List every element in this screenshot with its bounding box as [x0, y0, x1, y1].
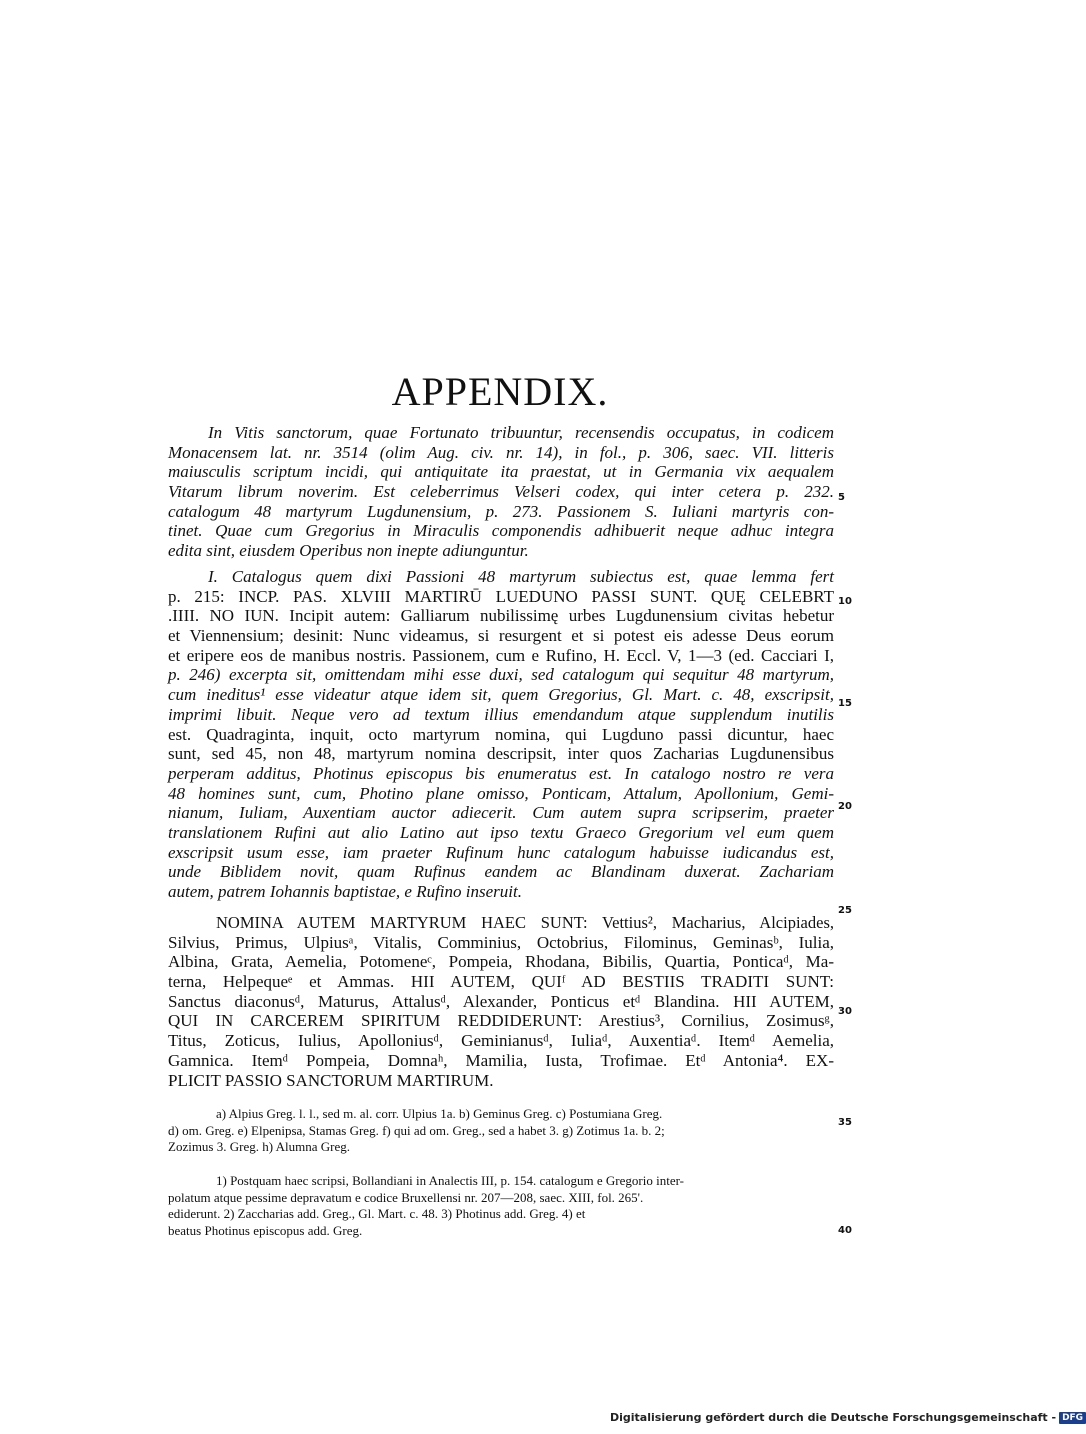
- intro-paragraph: [168, 423, 834, 561]
- names-line: PLICIT PASSIO SANCTORUM MARTIRUM.: [168, 1070, 494, 1090]
- section-line: I. Catalogus quem dixi Passioni 48 martyrum subiectus est, quae lemma fert: [208, 567, 834, 586]
- footnotes: [168, 1173, 834, 1239]
- margin-line-number: 15: [838, 698, 852, 709]
- section-line: et eripere eos de manibus nostris. Passionem, cum e Rufino, H. Eccl. V, 1—3 (ed. Cacciari I,: [168, 645, 834, 665]
- credit-text: Digitalisierung gefördert durch die Deutsche Forschungsgemeinschaft -: [610, 1411, 1057, 1424]
- digitization-credit: [610, 1411, 1086, 1424]
- names-line: terna, Helpequeᵉ et Ammas. HII AUTEM, QUIᶠ AD BESTIIS TRADITI SUNT:: [168, 972, 834, 992]
- names-line: Sanctus diaconusᵈ, Maturus, Attalusᵈ, Alexander, Ponticus etᵈ Blandina. HII AUTEM,: [168, 991, 834, 1011]
- section-line: perperam additus, Photinus episcopus bis enumeratus est. In catalogo nostro re vera: [168, 763, 834, 783]
- footnote-line: polatum atque pessime depravatum e codice Bruxellensi nr. 207—208, saec. XIII, fol. 265'.: [168, 1189, 644, 1205]
- intro-line: Monacensem lat. nr. 3514 (olim Aug. civ. nr. 14), in fol., p. 306, saec. VII. litteris: [168, 442, 834, 462]
- section-line: nianum, Iuliam, Auxentiam auctor adiecerit. Cum autem supra scripserim, praeter: [168, 803, 834, 823]
- names-line: Gamnica. Itemᵈ Pompeia, Domnaʰ, Mamilia, Iusta, Trofimae. Etᵈ Antonia⁴. EX-: [168, 1050, 834, 1070]
- variant-notes: [168, 1106, 834, 1156]
- margin-line-number: 30: [838, 1006, 852, 1017]
- section-line: .IIII. NO IUN. Incipit autem: Galliarum nubilissimę urbes Lugdunensium civitas hebetur: [168, 606, 834, 626]
- martyr-names-paragraph: [168, 913, 834, 1090]
- variant-note-line: Zozimus 3. Greg. h) Alumna Greg.: [168, 1139, 350, 1154]
- section-line: 48 homines sunt, cum, Photino plane omisso, Ponticam, Attalum, Apollonium, Gemi-: [168, 783, 834, 803]
- names-line: Albina, Grata, Aemelia, Potomeneᶜ, Pompeia, Rhodana, Bibilis, Quartia, Ponticaᵈ, Ma-: [168, 952, 834, 972]
- margin-line-number: 25: [838, 905, 852, 916]
- names-line: QUI IN CARCEREM SPIRITUM REDDIDERUNT: Arestius³, Cornilius, Zosimusᵍ,: [168, 1011, 834, 1031]
- intro-line: catalogum 48 martyrum Lugdunensium, p. 273. Passionem S. Iuliani martyris con-: [168, 501, 834, 521]
- margin-line-number: 10: [838, 596, 852, 607]
- section-line: cum ineditus¹ esse videatur atque idem sit, quem Gregorius, Gl. Mart. c. 48, exscripsit,: [168, 685, 834, 705]
- section-line: p. 246) excerpta sit, omittendam mihi esse duxi, sed catalogum qui sequitur 48 martyrum,: [168, 665, 834, 685]
- margin-line-number: 5: [838, 492, 845, 503]
- section-line: exscripsit usum esse, iam praeter Rufinum hunc catalogum habuisse iudicandus est,: [168, 842, 834, 862]
- intro-line: In Vitis sanctorum, quae Fortunato tribuuntur, recensendis occupatus, in codicem: [208, 423, 834, 442]
- section-line: imprimi libuit. Neque vero ad textum illius emendandum atque supplendum inutilis: [168, 704, 834, 724]
- margin-line-number: 35: [838, 1117, 852, 1128]
- section-line: p. 215: INCP. PAS. XLVIII MARTIRŪ LUEDUNO PASSI SUNT. QUĘ CELEBRT: [168, 586, 834, 606]
- section-line: sunt, sed 45, non 48, martyrum nomina descripsit, inter quos Zacharias Lugdunensibus: [168, 744, 834, 764]
- names-line: NOMINA AUTEM MARTYRUM HAEC SUNT: Vettius², Macharius, Alcipiades,: [216, 913, 834, 932]
- footnote-line: beatus Photinus episcopus add. Greg.: [168, 1222, 363, 1238]
- section-one-paragraph: [168, 567, 834, 902]
- intro-line: maiusculis scriptum incidi, qui antiquitate ita praestat, ut in Germania vix aequalem: [168, 462, 834, 482]
- footnote-line: ediderunt. 2) Zaccharias add. Greg., Gl. Mart. c. 48. 3) Photinus add. Greg. 4) et: [168, 1206, 586, 1221]
- intro-line: edita sint, eiusdem Operibus non inepte adiunguntur.: [168, 541, 529, 561]
- names-line: Silvius, Primus, Ulpiusᵃ, Vitalis, Comminius, Octobrius, Filominus, Geminasᵇ, Iulia,: [168, 932, 834, 952]
- names-line: Titus, Zoticus, Iulius, Apolloniusᵈ, Geminianusᵈ, Iuliaᵈ, Auxentiaᵈ. Itemᵈ Aemelia,: [168, 1031, 834, 1051]
- margin-line-number: 40: [838, 1225, 852, 1236]
- variant-note-line: a) Alpius Greg. l. l., sed m. al. corr. Ulpius 1a. b) Geminus Greg. c) Postumiana Greg.: [216, 1106, 663, 1121]
- section-line: autem, patrem Iohannis baptistae, e Rufino inseruit.: [168, 882, 522, 901]
- section-line: et Viennensium; desinit: Nunc videamus, si resurgent et si potest eis adesse Deus eorum: [168, 626, 834, 646]
- footnote-line: 1) Postquam haec scripsi, Bollandiani in Analectis III, p. 154. catalogum e Gregorio inter-: [216, 1173, 684, 1188]
- section-line: translationem Rufini aut alio Latino aut ipso textu Graeco Gregorium vel eum quem: [168, 822, 834, 842]
- page-title: APPENDIX.: [391, 369, 609, 414]
- margin-line-number: 20: [838, 801, 852, 812]
- intro-line: tinet. Quae cum Gregorius in Miraculis componendis adhibuerit neque adhuc integra: [168, 521, 834, 541]
- dfg-logo: DFG: [1059, 1412, 1086, 1424]
- intro-line: Vitarum librum noverim. Est celeberrimus Velseri codex, qui inter cetera p. 232.: [168, 482, 834, 502]
- section-line: est. Quadraginta, inquit, octo martyrum nomina, qui Lugduno passi dicuntur, haec: [168, 724, 834, 744]
- section-line: unde Biblidem novit, quam Rufinus eandem ac Blandinam duxerat. Zachariam: [168, 862, 834, 882]
- variant-note-line: d) om. Greg. e) Elpenipsa, Stamas Greg. f) qui ad om. Greg., sed a habet 3. g) Zotimus 1a. b. 2;: [168, 1122, 665, 1138]
